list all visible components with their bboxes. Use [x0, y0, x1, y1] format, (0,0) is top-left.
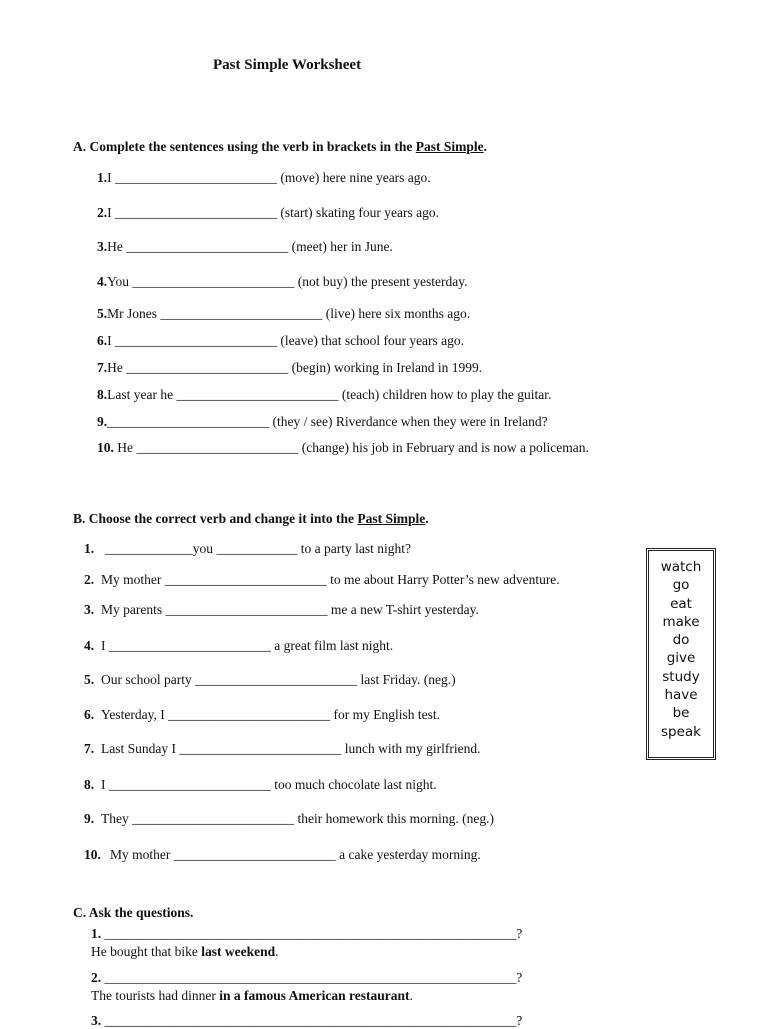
section-a-heading-term: Past Simple [415, 139, 484, 154]
verb-word: make [662, 613, 700, 630]
section-a-heading [73, 139, 487, 155]
item-number: 10. [84, 847, 101, 862]
section-b-heading-term: Past Simple [357, 511, 426, 526]
item-number: 3. [97, 239, 108, 254]
question-line [91, 926, 522, 942]
item-number: 7. [84, 741, 95, 756]
item-number: 2. [91, 970, 102, 985]
item-text: I ________________________ (start) skating four years ago. [107, 205, 439, 220]
item-text: I ________________________ a great film last night. [101, 638, 394, 653]
item-number: 8. [84, 777, 95, 792]
section-a-heading-text: A. Complete the sentences using the verb in brackets in the [73, 139, 416, 154]
answer-text: He bought that bike [91, 944, 202, 959]
question-blank: _____________________________________________________________? [101, 970, 523, 985]
section-b-item [84, 672, 456, 688]
page-title: Past Simple Worksheet [213, 57, 362, 73]
section-b-item [84, 541, 411, 557]
item-number: 1. [97, 170, 108, 185]
item-text: _____________you ____________ to a party last night? [105, 541, 411, 556]
item-text: Last year he ________________________ (teach) children how to play the guitar. [107, 387, 552, 402]
item-number: 6. [84, 707, 95, 722]
verb-word: be [672, 705, 690, 722]
item-text: My mother ________________________ a cake yesterday morning. [110, 847, 481, 862]
item-text: I ________________________ (move) here nine years ago. [107, 170, 431, 185]
answer-emphasis: last weekend [201, 944, 276, 959]
item-text: My parents ________________________ me a new T-shirt yesterday. [101, 602, 479, 617]
section-a-heading-period: . [483, 139, 487, 154]
item-text: Last Sunday I ________________________ lunch with my girlfriend. [101, 741, 481, 756]
section-b-heading [73, 511, 429, 527]
item-number: 2. [84, 572, 95, 587]
item-number: 1. [84, 541, 95, 556]
item-text: I ________________________ (leave) that school four years ago. [107, 333, 465, 348]
item-text: ________________________ (they / see) Riverdance when they were in Ireland? [107, 414, 548, 429]
section-a-item [97, 387, 551, 403]
item-text: My mother ________________________ to me about Harry Potter’s new adventure. [101, 572, 560, 587]
item-number: 5. [97, 306, 108, 321]
verb-word: watch [660, 559, 702, 575]
section-a-item [97, 414, 548, 430]
section-a-item [97, 440, 589, 456]
item-number: 6. [97, 333, 108, 348]
section-c-heading: C. Ask the questions. [73, 905, 194, 920]
section-a-item [97, 333, 464, 349]
section-b-item [84, 572, 560, 588]
item-number: 5. [84, 672, 95, 687]
item-text: Mr Jones ________________________ (live) here six months ago. [107, 306, 471, 321]
section-b-item [84, 602, 479, 618]
item-number: 3. [84, 602, 95, 617]
item-number: 9. [97, 414, 108, 429]
verb-word: have [664, 687, 698, 704]
item-text: He ________________________ (meet) her in June. [107, 239, 393, 254]
item-text: They ________________________ their homework this morning. (neg.) [101, 811, 494, 826]
item-number: 7. [97, 360, 108, 375]
answer-period: . [275, 944, 279, 959]
item-text: You ________________________ (not buy) the present yesterday. [107, 274, 468, 289]
question-blank: _____________________________________________________________? [101, 1013, 523, 1028]
verb-word: do [672, 632, 690, 649]
section-a-item [97, 306, 470, 322]
item-text: He ________________________ (begin) working in Ireland in 1999. [107, 360, 483, 375]
item-number: 8. [97, 387, 108, 402]
section-b-item [84, 777, 437, 793]
verb-word-box [646, 548, 716, 760]
item-number: 1. [91, 926, 102, 941]
verb-word: study [662, 668, 700, 685]
answer-emphasis: in a famous American restaurant [219, 988, 410, 1003]
section-a-item [97, 360, 482, 376]
answer-sentence [91, 944, 278, 960]
item-number: 9. [84, 811, 95, 826]
section-a-item [97, 205, 439, 221]
item-text: I ________________________ too much chocolate last night. [101, 777, 437, 792]
answer-period: . [409, 988, 413, 1003]
item-number: 10. [97, 440, 114, 455]
section-b-heading-period: . [425, 511, 429, 526]
section-b-item [84, 811, 494, 827]
item-number: 3. [91, 1013, 102, 1028]
section-a-item [97, 170, 431, 186]
question-line [91, 970, 522, 986]
item-number: 4. [84, 638, 95, 653]
answer-sentence [91, 988, 413, 1004]
verb-word: eat [670, 595, 692, 612]
section-b-item [84, 847, 481, 863]
item-text: Yesterday, I ________________________ for my English test. [101, 707, 440, 722]
item-text: Our school party ________________________ last Friday. (neg.) [101, 672, 456, 687]
question-blank: _____________________________________________________________? [101, 926, 523, 941]
section-b-item [84, 707, 440, 723]
section-b-item [84, 638, 393, 654]
item-number: 4. [97, 274, 108, 289]
section-b-item [84, 741, 480, 757]
answer-text: The tourists had dinner [91, 988, 220, 1003]
section-a-item [97, 239, 393, 255]
verb-word: give [666, 650, 696, 667]
section-b-heading-text: B. Choose the correct verb and change it into the [73, 511, 358, 526]
verb-word: speak [661, 723, 701, 740]
item-number: 2. [97, 205, 108, 220]
verb-word: go [672, 577, 690, 594]
item-text: He ________________________ (change) his job in February and is now a policeman. [113, 440, 589, 455]
section-a-item [97, 274, 467, 290]
question-line [91, 1013, 522, 1029]
